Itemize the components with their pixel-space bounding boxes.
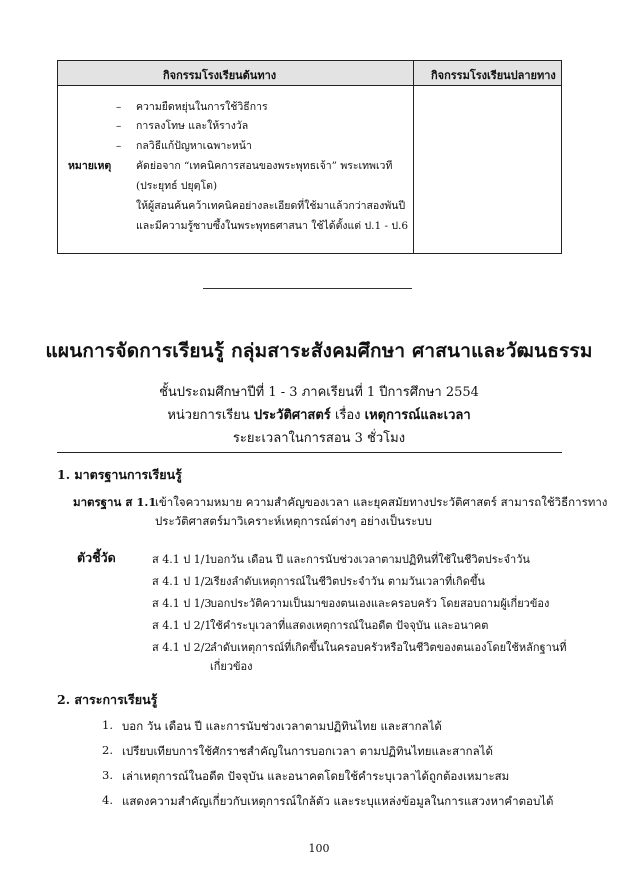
note-line: คัดย่อจาก “เทคนิคการสอนของพระพุทธเจ้า” พระเทพเวที <box>136 160 393 172</box>
unit-topic: เหตุการณ์และเวลา <box>364 408 471 423</box>
indicator-code: ส 4.1 ป 1/3 <box>152 597 212 610</box>
list-item: บอก วัน เดือน ปี และการนับช่วงเวลาตามปฏิทินไทย และสากลได้ <box>122 719 442 733</box>
unit-prefix: หน่วยการเรียน <box>167 408 250 423</box>
plan-unit-line <box>0 404 638 425</box>
indicator-text: ใช้คำระบุเวลาที่แสดงเหตุการณ์ในอดีต ปัจจุบัน และอนาคต <box>210 619 489 632</box>
indicator-text: บอกประวัติความเป็นมาของตนเองและครอบครัว โดยสอบถามผู้เกี่ยวข้อง <box>210 597 550 610</box>
plan-duration-line: ระยะเวลาในการสอน 3 ชั่วโมง <box>232 431 406 446</box>
indicator-text-continued: เกี่ยวข้อง <box>210 660 253 673</box>
section2-heading: 2. สาระการเรียนรู้ <box>57 692 158 707</box>
list-number: 1. <box>102 718 113 732</box>
standard-label: มาตรฐาน ส 1.1 <box>73 495 157 509</box>
indicator-label: ตัวชี้วัด <box>77 550 116 565</box>
indicator-text: ลำดับเหตุการณ์ที่เกิดขึ้นในครอบครัวหรือในชีวิตของตนเองโดยใช้หลักฐานที่ <box>210 641 567 654</box>
bullet-item: กลวิธีแก้ปัญหาเฉพาะหน้า <box>136 140 252 152</box>
list-number: 2. <box>102 743 113 757</box>
separator-line <box>203 288 412 289</box>
bullet-dash: – <box>116 120 122 132</box>
bullet-item: ความยืดหยุ่นในการใช้วิธีการ <box>136 101 268 113</box>
column-header-origin: กิจกรรมโรงเรียนต้นทาง <box>163 69 277 82</box>
bullet-dash: – <box>116 101 122 113</box>
column-header-destination: กิจกรรมโรงเรียนปลายทาง <box>431 69 556 82</box>
list-item: เล่าเหตุการณ์ในอดีต ปัจจุบัน และอนาคตโดยใช้คำระบุเวลาได้ถูกต้องเหมาะสม <box>122 769 510 783</box>
indicator-text: บอกวัน เดือน ปี และการนับช่วงเวลาตามปฏิทินที่ใช้ในชีวิตประจำวัน <box>210 553 530 566</box>
standard-text: เข้าใจความหมาย ความสำคัญของเวลา และยุคสมัยทางประวัติศาสตร์ สามารถใช้วิธีการทาง <box>155 495 608 509</box>
title-rule <box>57 452 562 453</box>
bullet-item: การลงโทษ และให้รางวัล <box>136 120 249 132</box>
note-line: (ประยุทธ์ ปยุตฺโต) <box>136 180 218 192</box>
note-line: และมีความรู้ซาบซึ้งในพระพุทธศาสนา ใช้ได้ตั้งแต่ ป.1 - ป.6 <box>136 220 409 232</box>
unit-name: ประวัติศาสตร์ <box>253 408 331 423</box>
page-number: 100 <box>308 842 330 855</box>
plan-title: แผนการจัดการเรียนรู้ กลุ่มสาระสังคมศึกษา ศาสนาและวัฒนธรรม <box>45 340 593 362</box>
unit-mid: เรื่อง <box>334 408 361 423</box>
section1-heading: 1. มาตรฐานการเรียนรู้ <box>57 467 182 482</box>
list-number: 3. <box>102 768 113 782</box>
list-item: เปรียบเทียบการใช้ศักราชสำคัญในการบอกเวลา ตามปฏิทินไทยและสากลได้ <box>122 744 493 758</box>
indicator-code: ส 4.1 ป 1/1 <box>152 553 212 566</box>
activity-table <box>57 60 562 254</box>
bullet-dash: – <box>116 140 122 152</box>
indicator-text: เรียงลำดับเหตุการณ์ในชีวิตประจำวัน ตามวันเวลาที่เกิดขึ้น <box>210 575 485 588</box>
standard-text: ประวัติศาสตร์มาวิเคราะห์เหตุการณ์ต่างๆ อย่างเป็นระบบ <box>155 514 432 528</box>
list-item: แสดงความสำคัญเกี่ยวกับเหตุการณ์ใกล้ตัว และระบุแหล่งข้อมูลในการแสวงหาคำตอบได้ <box>122 794 554 808</box>
list-number: 4. <box>102 793 113 807</box>
indicator-code: ส 4.1 ป 2/1 <box>152 619 212 632</box>
indicator-code: ส 4.1 ป 2/2 <box>152 641 212 654</box>
plan-grade-line: ชั้นประถมศึกษาปีที่ 1 - 3 ภาคเรียนที่ 1 ปีการศึกษา 2554 <box>159 385 479 400</box>
indicator-code: ส 4.1 ป 1/2 <box>152 575 212 588</box>
note-line: ให้ผู้สอนค้นคว้าเทคนิคอย่างละเอียดที่ใช้มาแล้วกว่าสองพันปี <box>136 200 406 212</box>
table-column-divider <box>413 61 414 253</box>
note-label: หมายเหตุ <box>68 160 112 172</box>
